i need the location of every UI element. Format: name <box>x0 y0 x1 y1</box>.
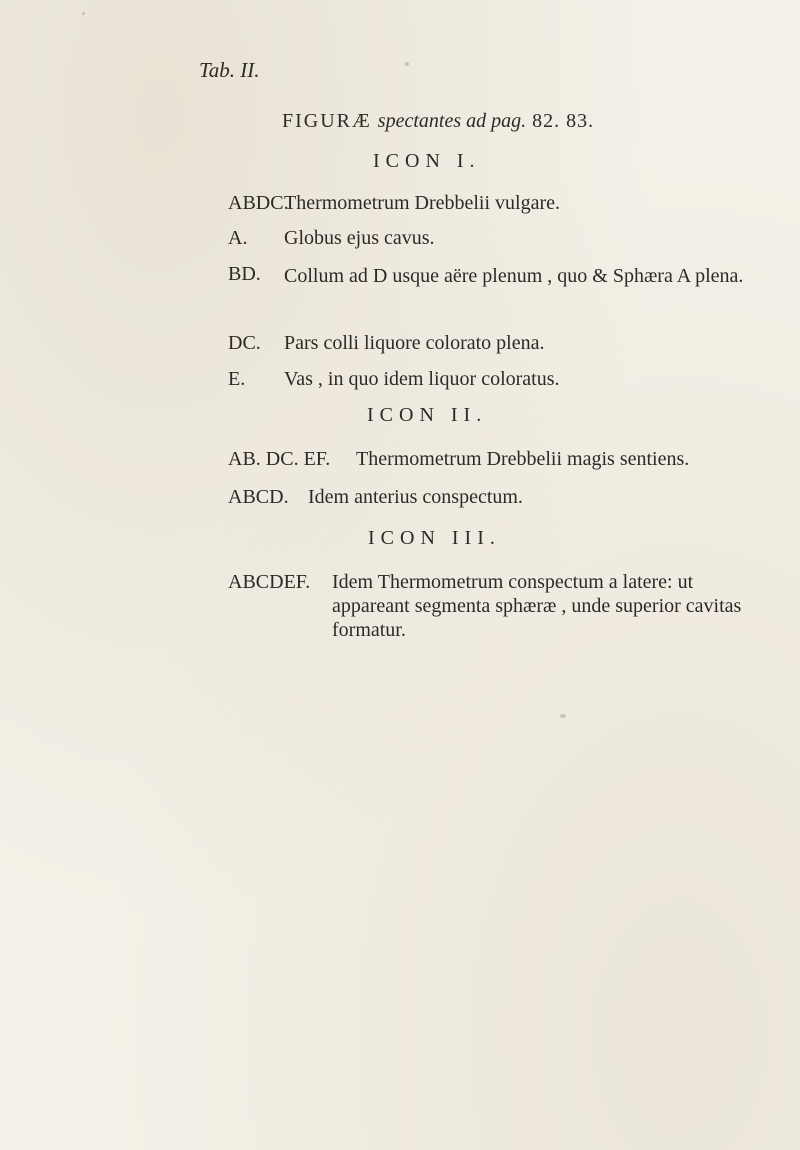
paper-spot <box>560 714 566 718</box>
entry-text: Pars colli liquore colorato plena. <box>284 332 545 354</box>
icon-heading: ICON III. <box>368 527 501 549</box>
icon-heading: ICON II. <box>367 404 488 426</box>
entry-label: ABDC. <box>228 192 289 214</box>
entry-text: Globus ejus cavus. <box>284 227 435 249</box>
entry-text: Collum ad D usque aëre plenum , quo & Sphæra A plena. <box>284 265 744 287</box>
entry-label: AB. DC. EF. <box>228 448 331 470</box>
entry-label: DC. <box>228 332 261 354</box>
paper-spot <box>405 62 409 66</box>
entry-label: ABCDEF. <box>228 571 311 593</box>
paper-spot <box>82 12 85 15</box>
entry-label: E. <box>228 368 246 390</box>
legend-entry <box>228 485 523 509</box>
plate-number: Tab. II. <box>199 58 260 82</box>
legend-entry <box>228 447 690 471</box>
icon-heading: ICON I. <box>373 150 481 172</box>
legend-entry <box>228 262 744 287</box>
figurae-word: FIGURÆ <box>282 110 372 132</box>
entry-text: Thermometrum Drebbelii magis sentiens. <box>356 448 690 470</box>
legend-entry <box>228 331 545 355</box>
legend-entry <box>228 226 435 250</box>
entry-text: Idem anterius conspectum. <box>308 486 523 508</box>
entry-label: ABCD. <box>228 486 289 508</box>
page-numbers: 82. 83. <box>532 110 595 132</box>
entry-label: BD. <box>228 263 261 285</box>
spectantes-phrase: spectantes ad pag. <box>377 110 527 132</box>
legend-entry <box>228 367 560 391</box>
plate-caption <box>282 110 594 133</box>
legend-entry <box>228 570 742 641</box>
entry-text: Thermometrum Drebbelii vulgare. <box>284 192 561 214</box>
legend-entry <box>228 191 561 215</box>
entry-text: Idem Thermometrum conspectum a latere: ut appareant segmenta sphæræ , unde superior cavitas formatur. <box>332 571 742 641</box>
entry-text: Vas , in quo idem liquor coloratus. <box>284 368 560 390</box>
entry-label: A. <box>228 227 248 249</box>
